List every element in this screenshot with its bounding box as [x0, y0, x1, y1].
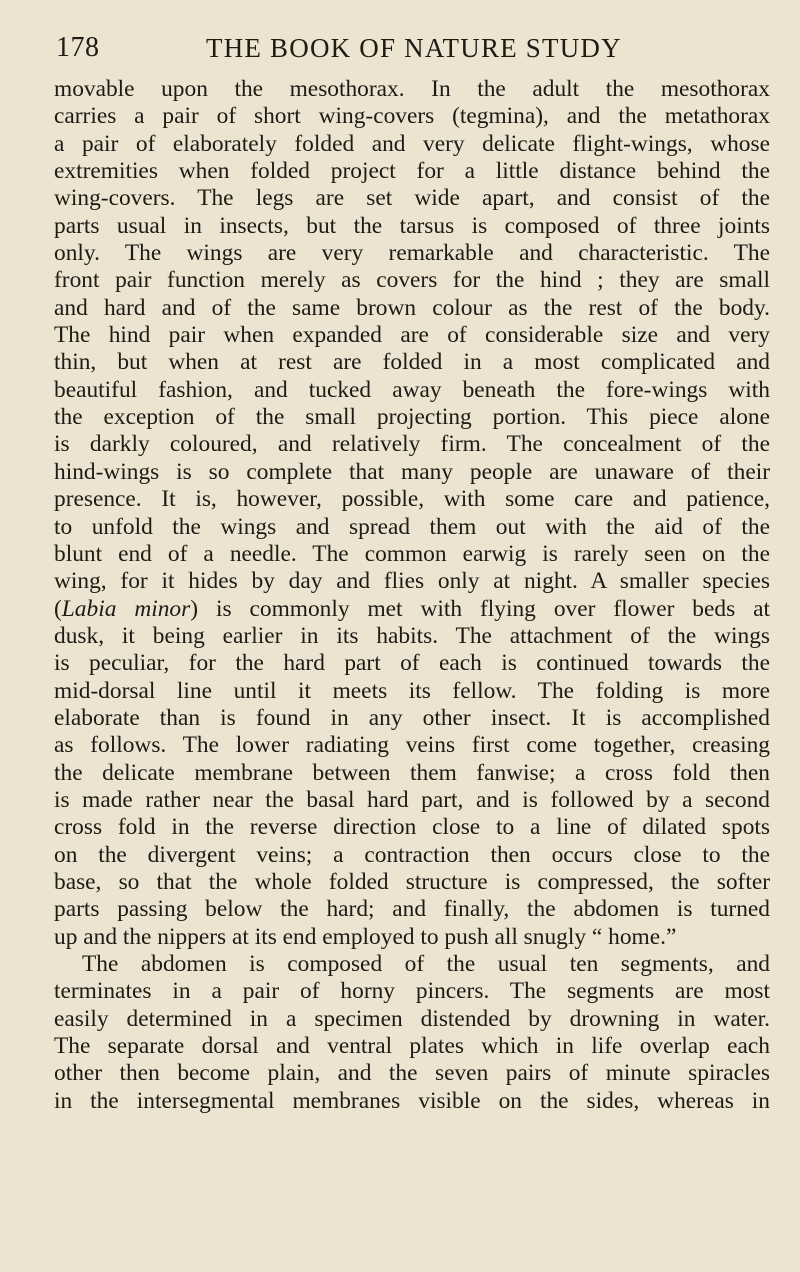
- text-line: front pair function merely as covers for the hind ; they are small: [54, 267, 770, 294]
- text-line: hind-wings is so complete that many people are unaware of their: [54, 458, 770, 485]
- text-line: terminates in a pair of horny pincers. The segments are most: [54, 978, 770, 1005]
- text-line: on the divergent veins; a contraction then occurs close to the: [54, 841, 770, 868]
- text-line: the delicate membrane between them fanwise; a cross fold then: [54, 759, 770, 786]
- text-line: thin, but when at rest are folded in a most complicated and: [54, 349, 770, 376]
- body-text: [54, 76, 770, 1115]
- text-line: dusk, it being earlier in its habits. The attachment of the wings: [54, 622, 770, 649]
- text-line: blunt end of a needle. The common earwig is rarely seen on the: [54, 540, 770, 567]
- text-line: base, so that the whole folded structure is compressed, the softer: [54, 868, 770, 895]
- text-line: only. The wings are very remarkable and characteristic. The: [54, 240, 770, 267]
- running-title: THE BOOK OF NATURE STUDY: [206, 33, 622, 63]
- text-line: wing, for it hides by day and flies only at night. A smaller species: [54, 568, 770, 595]
- text-line: to unfold the wings and spread them out with the aid of the: [54, 513, 770, 540]
- text-line: The abdomen is composed of the usual ten segments, and: [82, 951, 770, 977]
- text-line: parts usual in insects, but the tarsus is composed of three joints: [54, 212, 770, 239]
- text-line: the exception of the small projecting portion. This piece alone: [54, 404, 770, 431]
- text-line: wing-covers. The legs are set wide apart, and consist of the: [54, 185, 770, 212]
- text-line: in the intersegmental membranes visible on the sides, whereas in: [54, 1087, 770, 1114]
- text-line: (Labia minor) is commonly met with flying over flower beds at: [54, 595, 770, 622]
- text-line: carries a pair of short wing-covers (tegmina), and the metathorax: [54, 103, 770, 130]
- text-line: presence. It is, however, possible, with some care and patience,: [54, 486, 770, 513]
- text-line: movable upon the mesothorax. In the adult the mesothorax: [54, 76, 770, 102]
- text-line: is made rather near the basal hard part, and is followed by a second: [54, 786, 770, 813]
- text-line: up and the nippers at its end employed to push all snugly “ home.”: [54, 923, 677, 950]
- text-line: a pair of elaborately folded and very delicate flight-wings, whose: [54, 130, 770, 157]
- text-line: as follows. The lower radiating veins first come together, creasing: [54, 732, 770, 759]
- page-header: [56, 30, 771, 70]
- text-line: parts passing below the hard; and finally, the abdomen is turned: [54, 896, 770, 923]
- text-line: The separate dorsal and ventral plates which in life overlap each: [54, 1033, 770, 1060]
- species-name: Labia minor: [61, 595, 191, 622]
- text-line: mid-dorsal line until it meets its fellow. The folding is more: [54, 677, 770, 704]
- text-line: cross fold in the reverse direction close to a line of dilated spots: [54, 814, 770, 841]
- text-line: other then become plain, and the seven pairs of minute spiracles: [54, 1060, 770, 1087]
- text-line: is darkly coloured, and relatively firm. The concealment of the: [54, 431, 770, 458]
- text-line: easily determined in a specimen distended by drowning in water.: [54, 1005, 770, 1032]
- text-line: is peculiar, for the hard part of each is continued towards the: [54, 650, 770, 677]
- text-line: and hard and of the same brown colour as the rest of the body.: [54, 294, 770, 321]
- text-line: The hind pair when expanded are of considerable size and very: [54, 322, 770, 349]
- text-line: elaborate than is found in any other insect. It is accomplished: [54, 704, 770, 731]
- page-number: 178: [56, 32, 100, 63]
- text-line: beautiful fashion, and tucked away beneath the fore-wings with: [54, 376, 770, 403]
- text-line: extremities when folded project for a little distance behind the: [54, 158, 770, 185]
